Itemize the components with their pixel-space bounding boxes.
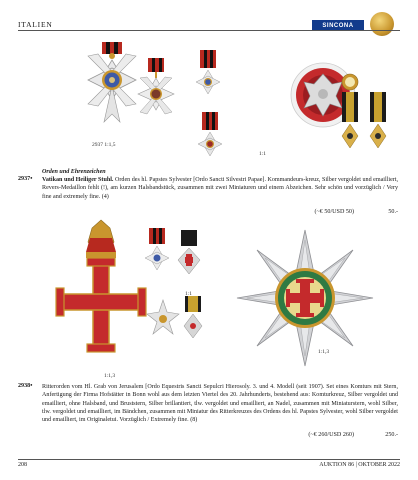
category-subtitle: Orden und Ehrenzeichen: [42, 169, 106, 175]
lot-description-2: Ritterorden vom Hl. Grab von Jerusalem [Ordo Equestris Sancti Sepulcri Hierosoly. 3. und 4. Modell (seit 1907). Set eines Komturs mit Stern, Anfertigung der Firma Hofstätter in Bonn wohl aus dem letzten Viertel des 20. Jahrhunderts, bestehend aus: Komturkreuz, Silber vergoldet und emailliert, ohne Halsband, und Bruststern, Silber brillantiert, tlw. vergoldet und emailliert, an Nadel, zusammen mit Miniaturstern, wohl Silber, tlw. vergoldet und emailliert, im Bändchen, zusammen mit Miniatur des Ritterkreuzes des Ordens des hl. Papstes Sylvester, wohl Silber vergoldet und emailliert, im Originaletui. Vorzüglich / Extremely fine. (8): [42, 384, 398, 424]
lot-description: [42, 176, 398, 201]
brand-name: SINCONA: [322, 22, 354, 29]
scale-label-2: 1:1: [259, 151, 267, 157]
lot-price-2: 250.-: [385, 432, 398, 438]
lot-estimate-2: (~€ 260/USD 260): [308, 432, 354, 438]
header-rule: [18, 30, 400, 31]
lot-text: Orden des hl. Papstes Sylvester [Ordo Sancti Silvestri Papae]. Kommandeurs-kreuz, Silber vergoldet und emailliert, Revers-Medaillon fehlt (!), am kurzen Halsbandstück, zusammen mit zwei Miniaturen und einem Abzeichen. Sehr schön und vorzüglich / Very fine and extremely fine. (4): [42, 177, 399, 200]
scale-label: 2937 1:1,5: [92, 142, 116, 148]
jerusalem-cross-image: [56, 218, 146, 363]
footer-rule: [18, 459, 400, 460]
section-title: ITALIEN: [18, 20, 53, 29]
miniature-star-ribbon-1: [140, 228, 174, 288]
knight-cross-image: [132, 58, 182, 148]
lot-number-2: 2938•: [18, 383, 33, 389]
miniature-star-ribbon-3: [176, 296, 210, 351]
scale-label-b: 1:1: [185, 291, 193, 297]
lot-title: Vatikan und Heiliger Stuhl.: [42, 177, 114, 183]
miniature-star-ribbon-2: [172, 230, 206, 290]
lot-number: 2937•: [18, 176, 33, 182]
breast-star-image: [230, 228, 380, 368]
miniature-star-image: [146, 298, 180, 348]
miniature-cross-image-2: [195, 112, 225, 170]
lot-estimate: (~€ 50/USD 50): [314, 209, 354, 215]
miniature-cross-image-1: [193, 50, 223, 110]
lot-price: 50.-: [388, 209, 398, 215]
auction-label: AUKTION 86 | OKTOBER 2022: [319, 462, 400, 468]
scale-label-a: 1:1,3: [104, 373, 116, 379]
coin-logo: [370, 12, 394, 36]
page-number: 208: [18, 462, 27, 468]
scale-label-c: 1:1,3: [318, 349, 330, 355]
miniature-ribbons-image: [338, 68, 398, 163]
